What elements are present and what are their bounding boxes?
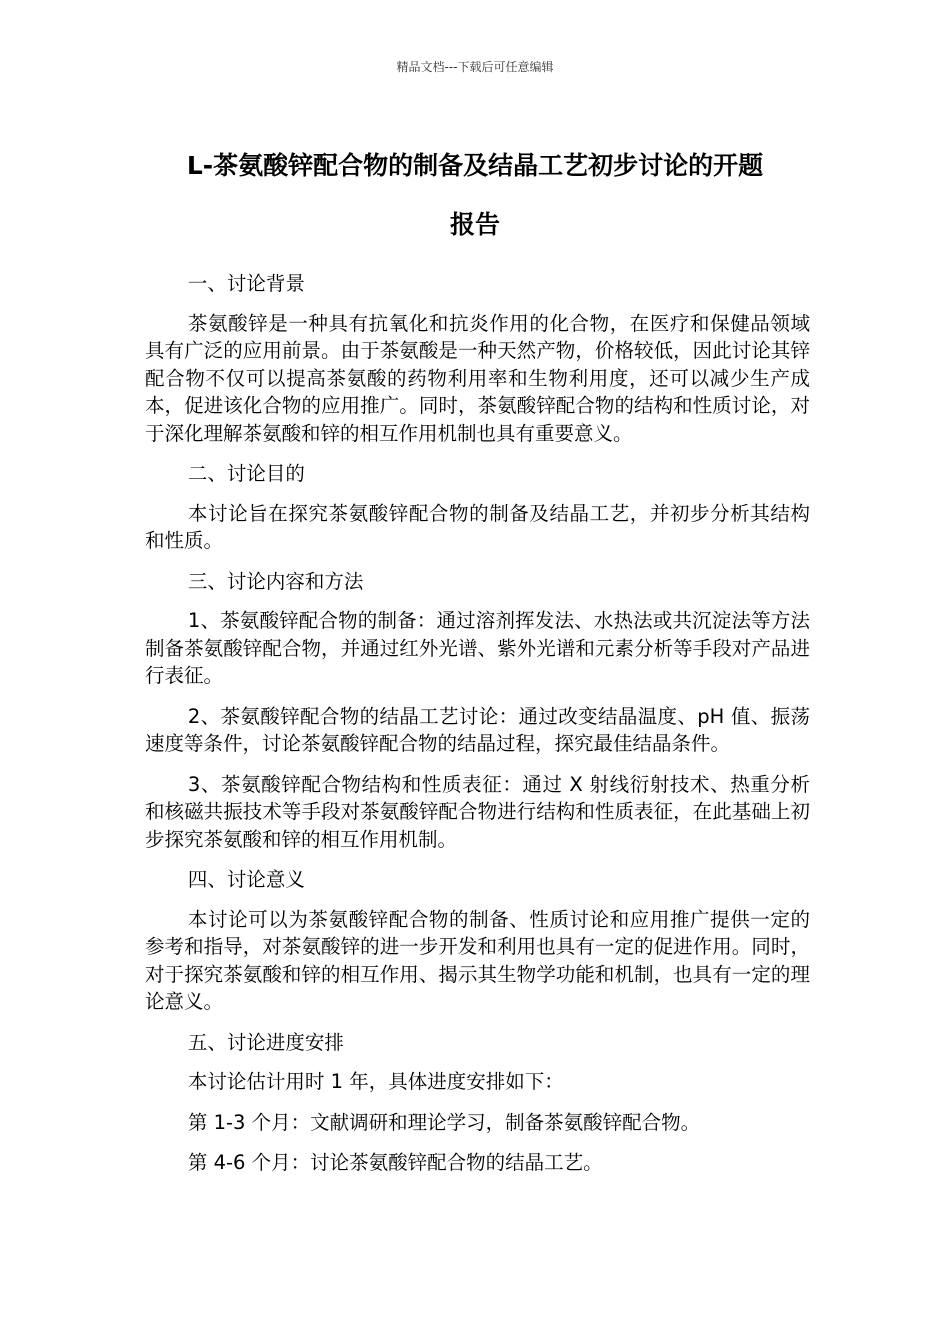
methods-item-3: 3、茶氨酸锌配合物结构和性质表征：通过 X 射线衍射技术、热重分析和核磁共振技术等手段对茶氨酸锌配合物进行结构和性质表征，在此基础上初步探究茶氨酸和锌的相互作用机制。 (145, 772, 810, 851)
section-heading-schedule: 五、讨论进度安排 (187, 1030, 344, 1054)
title-line-2: 报告 (449, 210, 500, 239)
schedule-item-1: 第 1-3 个月：文献调研和理论学习，制备茶氨酸锌配合物。 (187, 1110, 701, 1134)
section-heading-methods: 三、讨论内容和方法 (187, 569, 364, 593)
section-heading-purpose: 二、讨论目的 (187, 462, 305, 485)
methods-item-2: 2、茶氨酸锌配合物的结晶工艺讨论：通过改变结晶温度、pH 值、振荡速度等条件，讨论茶氨酸锌配合物的结晶过程，探究最佳结晶条件。 (145, 704, 810, 755)
document-body (145, 270, 810, 1190)
schedule-item-2: 第 4-6 个月：讨论茶氨酸锌配合物的结晶工艺。 (187, 1151, 603, 1174)
page-header-note: 精品文档---下载后可任意编辑 (396, 60, 554, 74)
methods-item-1: 1、茶氨酸锌配合物的制备：通过溶剂挥发法、水热法或共沉淀法等方法制备茶氨酸锌配合物，并通过红外光谱、紫外光谱和元素分析等手段对产品进行表征。 (145, 609, 810, 687)
document-title (120, 136, 830, 254)
section-body-purpose: 本讨论旨在探究茶氨酸锌配合物的制备及结晶工艺，并初步分析其结构和性质。 (145, 501, 810, 552)
section-body-significance: 本讨论可以为茶氨酸锌配合物的制备、性质讨论和应用推广提供一定的参考和指导，对茶氨酸锌的进一步开发和利用也具有一定的促进作用。同时，对于探究茶氨酸和锌的相互作用、揭示其生物学功能和机制，也具有一定的理论意义。 (145, 907, 810, 1013)
section-heading-background: 一、讨论背景 (187, 272, 305, 295)
schedule-intro: 本讨论估计用时 1 年，具体进度安排如下： (187, 1070, 564, 1093)
section-heading-significance: 四、讨论意义 (187, 868, 305, 891)
section-body-background: 茶氨酸锌是一种具有抗氧化和抗炎作用的化合物，在医疗和保健品领域具有广泛的应用前景。由于茶氨酸是一种天然产物，价格较低，因此讨论其锌配合物不仅可以提高茶氨酸的药物利用率和生物利用度，还可以减少生产成本，促进该化合物的应用推广。同时，茶氨酸锌配合物的结构和性质讨论，对于深化理解茶氨酸和锌的相互作用机制也具有重要意义。 (145, 311, 810, 445)
title-line-1: L-茶氨酸锌配合物的制备及结晶工艺初步讨论的开题 (186, 151, 764, 180)
